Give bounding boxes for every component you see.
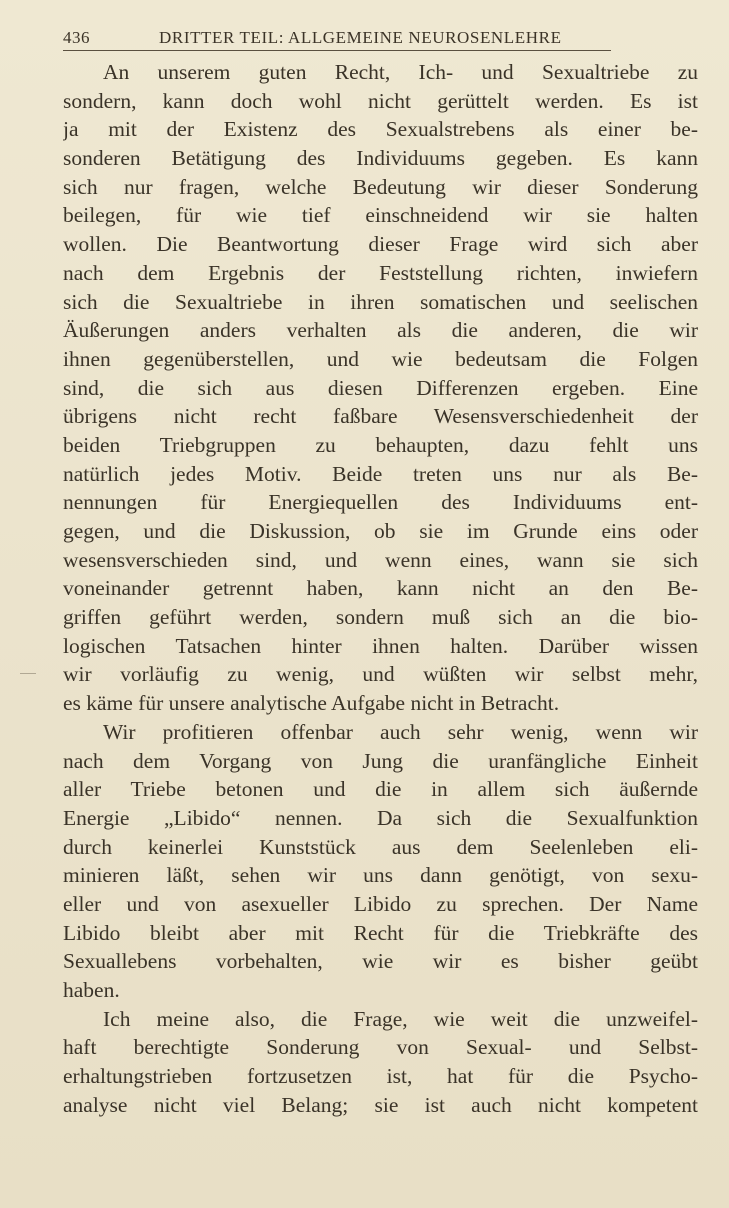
margin-pencil-mark	[20, 673, 36, 674]
text-line: sich nur fragen, welche Bedeutung wir dieser Sonderung	[63, 174, 698, 199]
text-line: Energie „Libido“ nennen. Da sich die Sexualfunktion	[63, 805, 698, 830]
text-line: nach dem Ergebnis der Feststellung richten, inwiefern	[63, 260, 698, 285]
text-line: haben.	[63, 978, 120, 1002]
header-rule	[63, 50, 611, 51]
text-line: wollen. Die Beantwortung dieser Frage wird sich aber	[63, 232, 698, 257]
text-line: nennungen für Energiequellen des Individuums ent-	[63, 490, 698, 515]
page-number: 436	[63, 28, 90, 47]
text-line: logischen Tatsachen hinter ihnen halten. Darüber wissen	[63, 633, 698, 658]
text-line: sondern, kann doch wohl nicht gerüttelt werden. Es ist	[63, 88, 698, 113]
text-line: analyse nicht viel Belang; sie ist auch nicht kompetent	[63, 1092, 698, 1117]
text-line: An unserem guten Recht, Ich- und Sexualtriebe zu	[103, 60, 698, 84]
text-line: Libido bleibt aber mit Recht für die Triebkräfte des	[63, 920, 698, 945]
page-header	[63, 26, 698, 52]
text-line: nach dem Vorgang von Jung die uranfängliche Einheit	[63, 748, 698, 773]
text-line: Sexuallebens vorbehalten, wie wir es bisher geübt	[63, 949, 698, 974]
text-line: beilegen, für wie tief einschneidend wir sie halten	[63, 203, 698, 228]
text-line: sonderen Betätigung des Individuums gegeben. Es kann	[63, 146, 698, 171]
text-line: ihnen gegenüberstellen, und wie bedeutsam die Folgen	[63, 346, 698, 371]
text-line: natürlich jedes Motiv. Beide treten uns nur als Be-	[63, 461, 698, 486]
text-line: übrigens nicht recht faßbare Wesensverschiedenheit der	[63, 404, 698, 429]
text-line: gegen, und die Diskussion, ob sie im Grunde eins oder	[63, 519, 698, 543]
text-line: wesensverschieden sind, und wenn eines, wann sie sich	[63, 547, 698, 572]
text-line: Wir profitieren offenbar auch sehr wenig, wenn wir	[103, 719, 698, 744]
body-text	[63, 58, 698, 1119]
text-line: Äußerungen anders verhalten als die anderen, die wir	[63, 318, 698, 343]
text-line: sich die Sexualtriebe in ihren somatischen und seelischen	[63, 289, 698, 314]
text-line: erhaltungstrieben fortzusetzen ist, hat für die Psycho-	[63, 1064, 698, 1089]
text-line: wir vorläufig zu wenig, und wüßten wir selbst mehr,	[63, 662, 698, 687]
text-line: ja mit der Existenz des Sexualstrebens als einer be-	[63, 117, 698, 142]
text-line: minieren läßt, sehen wir uns dann genötigt, von sexu-	[63, 863, 698, 888]
text-line: sind, die sich aus diesen Differenzen ergeben. Eine	[63, 375, 698, 400]
text-line: aller Triebe betonen und die in allem sich äußernde	[63, 777, 698, 802]
text-line: durch keinerlei Kunststück aus dem Seelenleben eli-	[63, 834, 698, 859]
text-line: es käme für unsere analytische Aufgabe nicht in Betracht.	[63, 691, 560, 716]
text-line: beiden Triebgruppen zu behaupten, dazu fehlt uns	[63, 432, 698, 457]
text-line: Ich meine also, die Frage, wie weit die unzweifel-	[103, 1006, 698, 1031]
text-line: griffen geführt werden, sondern muß sich an die bio-	[63, 605, 698, 630]
running-head: DRITTER TEIL: ALLGEMEINE NEUROSENLEHRE	[159, 28, 562, 47]
text-line: eller und von asexueller Libido zu sprechen. Der Name	[63, 891, 698, 916]
text-line: voneinander getrennt haben, kann nicht an den Be-	[63, 576, 698, 601]
text-line: haft berechtigte Sonderung von Sexual- und Selbst-	[63, 1035, 698, 1060]
